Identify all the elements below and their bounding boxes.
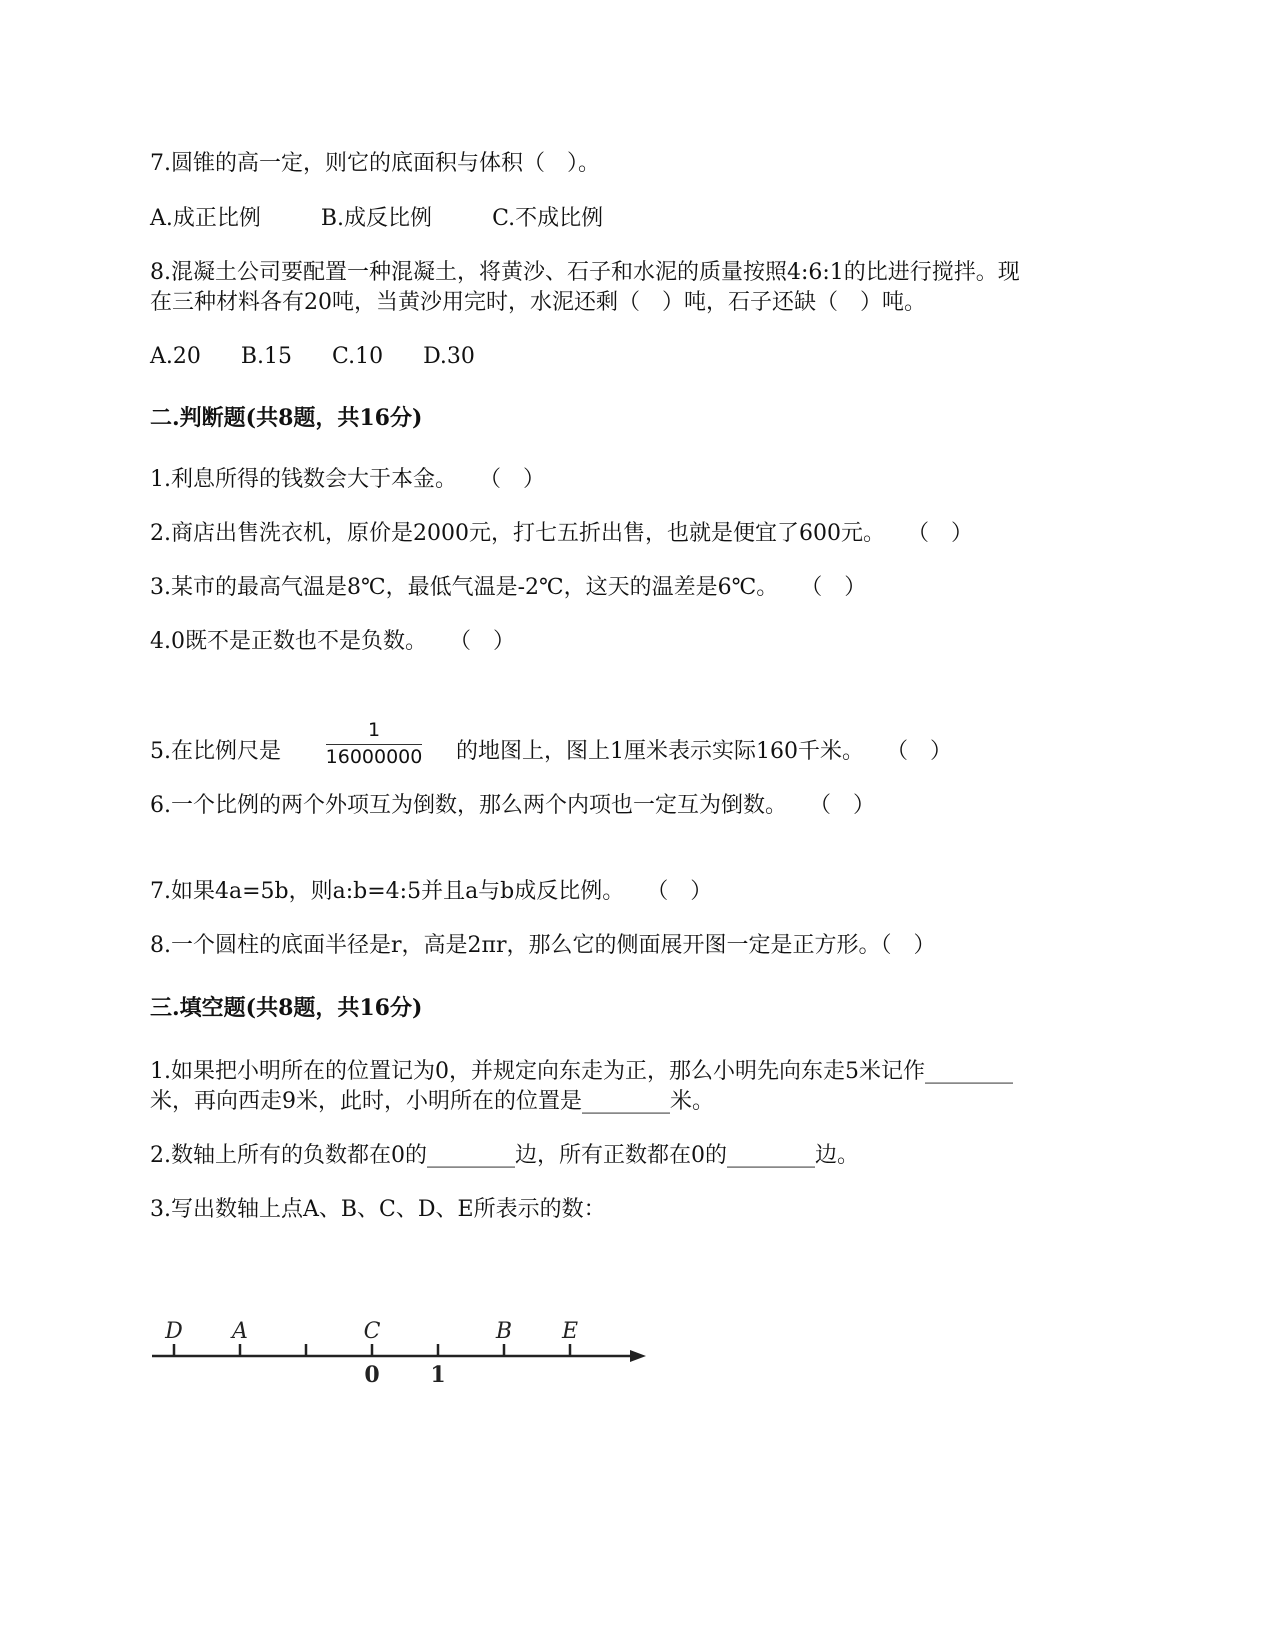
tick-label: 1 (430, 1362, 446, 1388)
point-label-d: D (165, 1319, 183, 1344)
option-b: B.15 (240, 344, 293, 369)
fill-q1-line2: 米，再向西走9米，此时，小明所在的位置是________米。 (150, 1089, 714, 1114)
question-8-line1: 8.混凝土公司要配置一种混凝土，将黄沙、石子和水泥的质量按照4:6:1的比进行搅拌。现 (150, 260, 1020, 285)
fill-q3: 3.写出数轴上点A、B、C、D、E所表示的数： (150, 1197, 606, 1222)
question-7-options (150, 203, 603, 235)
question-8-options (150, 341, 475, 373)
point-label-b: B (495, 1319, 513, 1344)
number-line-figure (150, 1312, 650, 1392)
judgement-q5-before: 5.在比例尺是 (150, 739, 281, 764)
section-heading-judgement: 二.判断题(共8题，共16分) (150, 405, 423, 431)
fill-q2: 2.数轴上所有的负数都在0的________边，所有正数都在0的________边。 (150, 1143, 859, 1168)
judgement-q4: 4.0既不是正数也不是负数。 （ ） (150, 629, 515, 654)
fraction-numerator: 1 (367, 719, 381, 741)
point-label-a: A (232, 1319, 248, 1344)
option-d: D.30 (423, 344, 475, 369)
section-heading-fill-blank: 三.填空题(共8题，共16分) (150, 995, 423, 1021)
point-label-e: E (561, 1319, 579, 1344)
point-label-c: C (363, 1319, 381, 1344)
judgement-q3: 3.某市的最高气温是8℃，最低气温是-2℃，这天的温差是6℃。 （ ） (150, 575, 867, 600)
option-a: A.20 (150, 344, 201, 369)
option-a: A.成正比例 (150, 206, 261, 231)
scale-fraction (320, 718, 428, 769)
judgement-q2: 2.商店出售洗衣机，原价是2000元，打七五折出售，也就是便宜了600元。 （ ） (150, 521, 973, 546)
judgement-q1: 1.利息所得的钱数会大于本金。 （ ） (150, 467, 545, 492)
option-c: C.不成比例 (492, 206, 604, 231)
judgement-q5-after: 的地图上，图上1厘米表示实际160千米。 （ ） (456, 739, 952, 764)
judgement-q7: 7.如果4a=5b，则a:b=4:5并且a与b成反比例。 （ ） (150, 879, 713, 904)
question-7-text: 7.圆锥的高一定，则它的底面积与体积（ ）。 (150, 151, 600, 176)
fill-q1-line1: 1.如果把小明所在的位置记为0，并规定向东走为正，那么小明先向东走5米记作________ (150, 1059, 1013, 1084)
question-8-line2: 在三种材料各有20吨，当黄沙用完时，水泥还剩（ ）吨，石子还缺（ ）吨。 (150, 290, 926, 315)
tick-label: 0 (364, 1362, 380, 1388)
fraction-denominator: 16000000 (325, 746, 423, 768)
number-line-arrow (630, 1350, 646, 1362)
option-b: B.成反比例 (320, 206, 433, 231)
judgement-q8: 8.一个圆柱的底面半径是r，高是2πr，那么它的侧面展开图一定是正方形。（ ） (150, 933, 936, 958)
option-c: C.10 (332, 344, 384, 369)
judgement-q6: 6.一个比例的两个外项互为倒数，那么两个内项也一定互为倒数。 （ ） (150, 793, 875, 818)
